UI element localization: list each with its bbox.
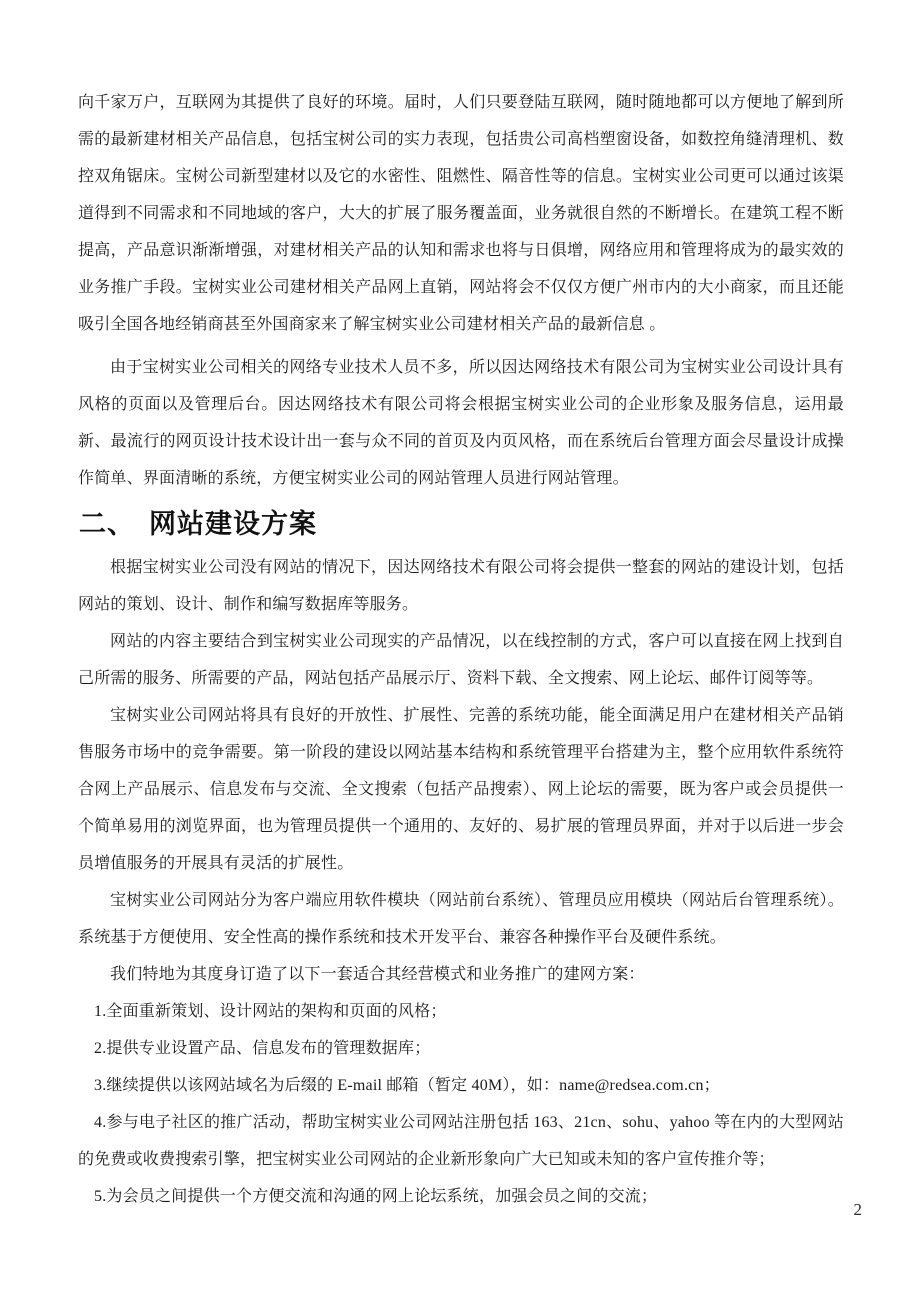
paragraph-site-content: 网站的内容主要结合到宝树实业公司现实的产品情况，以在线控制的方式，客户可以直接在网上找到自己所需的服务、所需要的产品，网站包括产品展示厅、资料下载、全文搜索、网上论坛、邮件订阅等等。 [78,633,844,687]
plan-item: 1.全面重新策划、设计网站的架构和页面的风格； [94,1003,447,1020]
plan-item: 2.提供专业设置产品、信息发布的管理数据库； [94,1040,431,1057]
paragraph-continuation: 向千家万户，互联网为其提供了良好的环境。届时，人们只要登陆互联网，随时随地都可以方便地了解到所需的最新建材相关产品信息，包括宝树公司的实力表现，包括贵公司高档塑窗设备，如数控角缝清理机、数控双角锯床。宝树公司新型建材以及它的水密性、阻燃性、隔音性等的信息。宝树实业公司更可以通过该渠道得到不同需求和不同地域的客户，大大的扩展了服务覆盖面，业务就很自然的不断增长。在建筑工程不断提高，产品意识渐渐增强，对建材相关产品的认知和需求也将与日俱增，网络应用和管理将成为的最实效的业务推广手段。宝树实业公司建材相关产品网上直销，网站将会不仅仅方便广州市内的大小商家，而且还能吸引全国各地经销商甚至外国商家来了解宝树实业公司建材相关产品的最新信息 。 [78,94,844,333]
plan-item-list [78,993,844,1215]
paragraph-tailored-plan: 我们特地为其度身订造了以下一套适合其经营模式和业务推广的建网方案： [110,966,645,983]
document-body [78,84,844,1215]
page-number: 2 [853,1200,862,1219]
paragraph-openness: 宝树实业公司网站将具有良好的开放性、扩展性、完善的系统功能，能全面满足用户在建材相关产品销售服务市场中的竞争需要。第一阶段的建设以网站基本结构和系统管理平台搭建为主，整个应用软件系统符合网上产品展示、信息发布与交流、全文搜索（包括产品搜索）、网上论坛的需要，既为客户或会员提供一个简单易用的浏览界面，也为管理员提供一个通用的、友好的、易扩展的管理员界面，并对于以后进一步会员增值服务的开展具有灵活的扩展性。 [78,707,844,872]
section-heading-title: 网站建设方案 [149,509,317,539]
plan-item: 5.为会员之间提供一个方便交流和沟通的网上论坛系统，加强会员之间的交流； [94,1188,658,1205]
paragraph-modules: 宝树实业公司网站分为客户端应用软件模块（网站前台系统）、管理员应用模块（网站后台管理系统）。系统基于方便使用、安全性高的操作系统和技术开发平台、兼容各种操作平台及硬件系统。 [78,892,844,946]
plan-item: 3.继续提供以该网站域名为后缀的 E-mail 邮箱（暂定 40M），如：name@redsea.com.cn； [94,1077,720,1094]
plan-item: 4.参与电子社区的推广活动，帮助宝树实业公司网站注册包括 163、21cn、sohu、yahoo 等在内的大型网站的免费或收费搜索引擎，把宝树实业公司网站的企业新形象向广大已知或未知的客户宣传推介等； [78,1114,844,1168]
section-heading [79,506,844,542]
section-heading-number: 二、 [79,509,135,539]
paragraph-plan-intro: 根据宝树实业公司没有网站的情况下，因达网络技术有限公司将会提供一整套的网站的建设计划，包括网站的策划、设计、制作和编写数据库等服务。 [78,559,844,613]
paragraph-design-service: 由于宝树实业公司相关的网络专业技术人员不多，所以因达网络技术有限公司为宝树实业公司设计具有风格的页面以及管理后台。因达网络技术有限公司将会根据宝树实业公司的企业形象及服务信息，运用最新、最流行的网页设计技术设计出一套与众不同的首页及内页风格，而在系统后台管理方面会尽量设计成操作简单、界面清晰的系统，方便宝树实业公司的网站管理人员进行网站管理。 [78,359,844,487]
